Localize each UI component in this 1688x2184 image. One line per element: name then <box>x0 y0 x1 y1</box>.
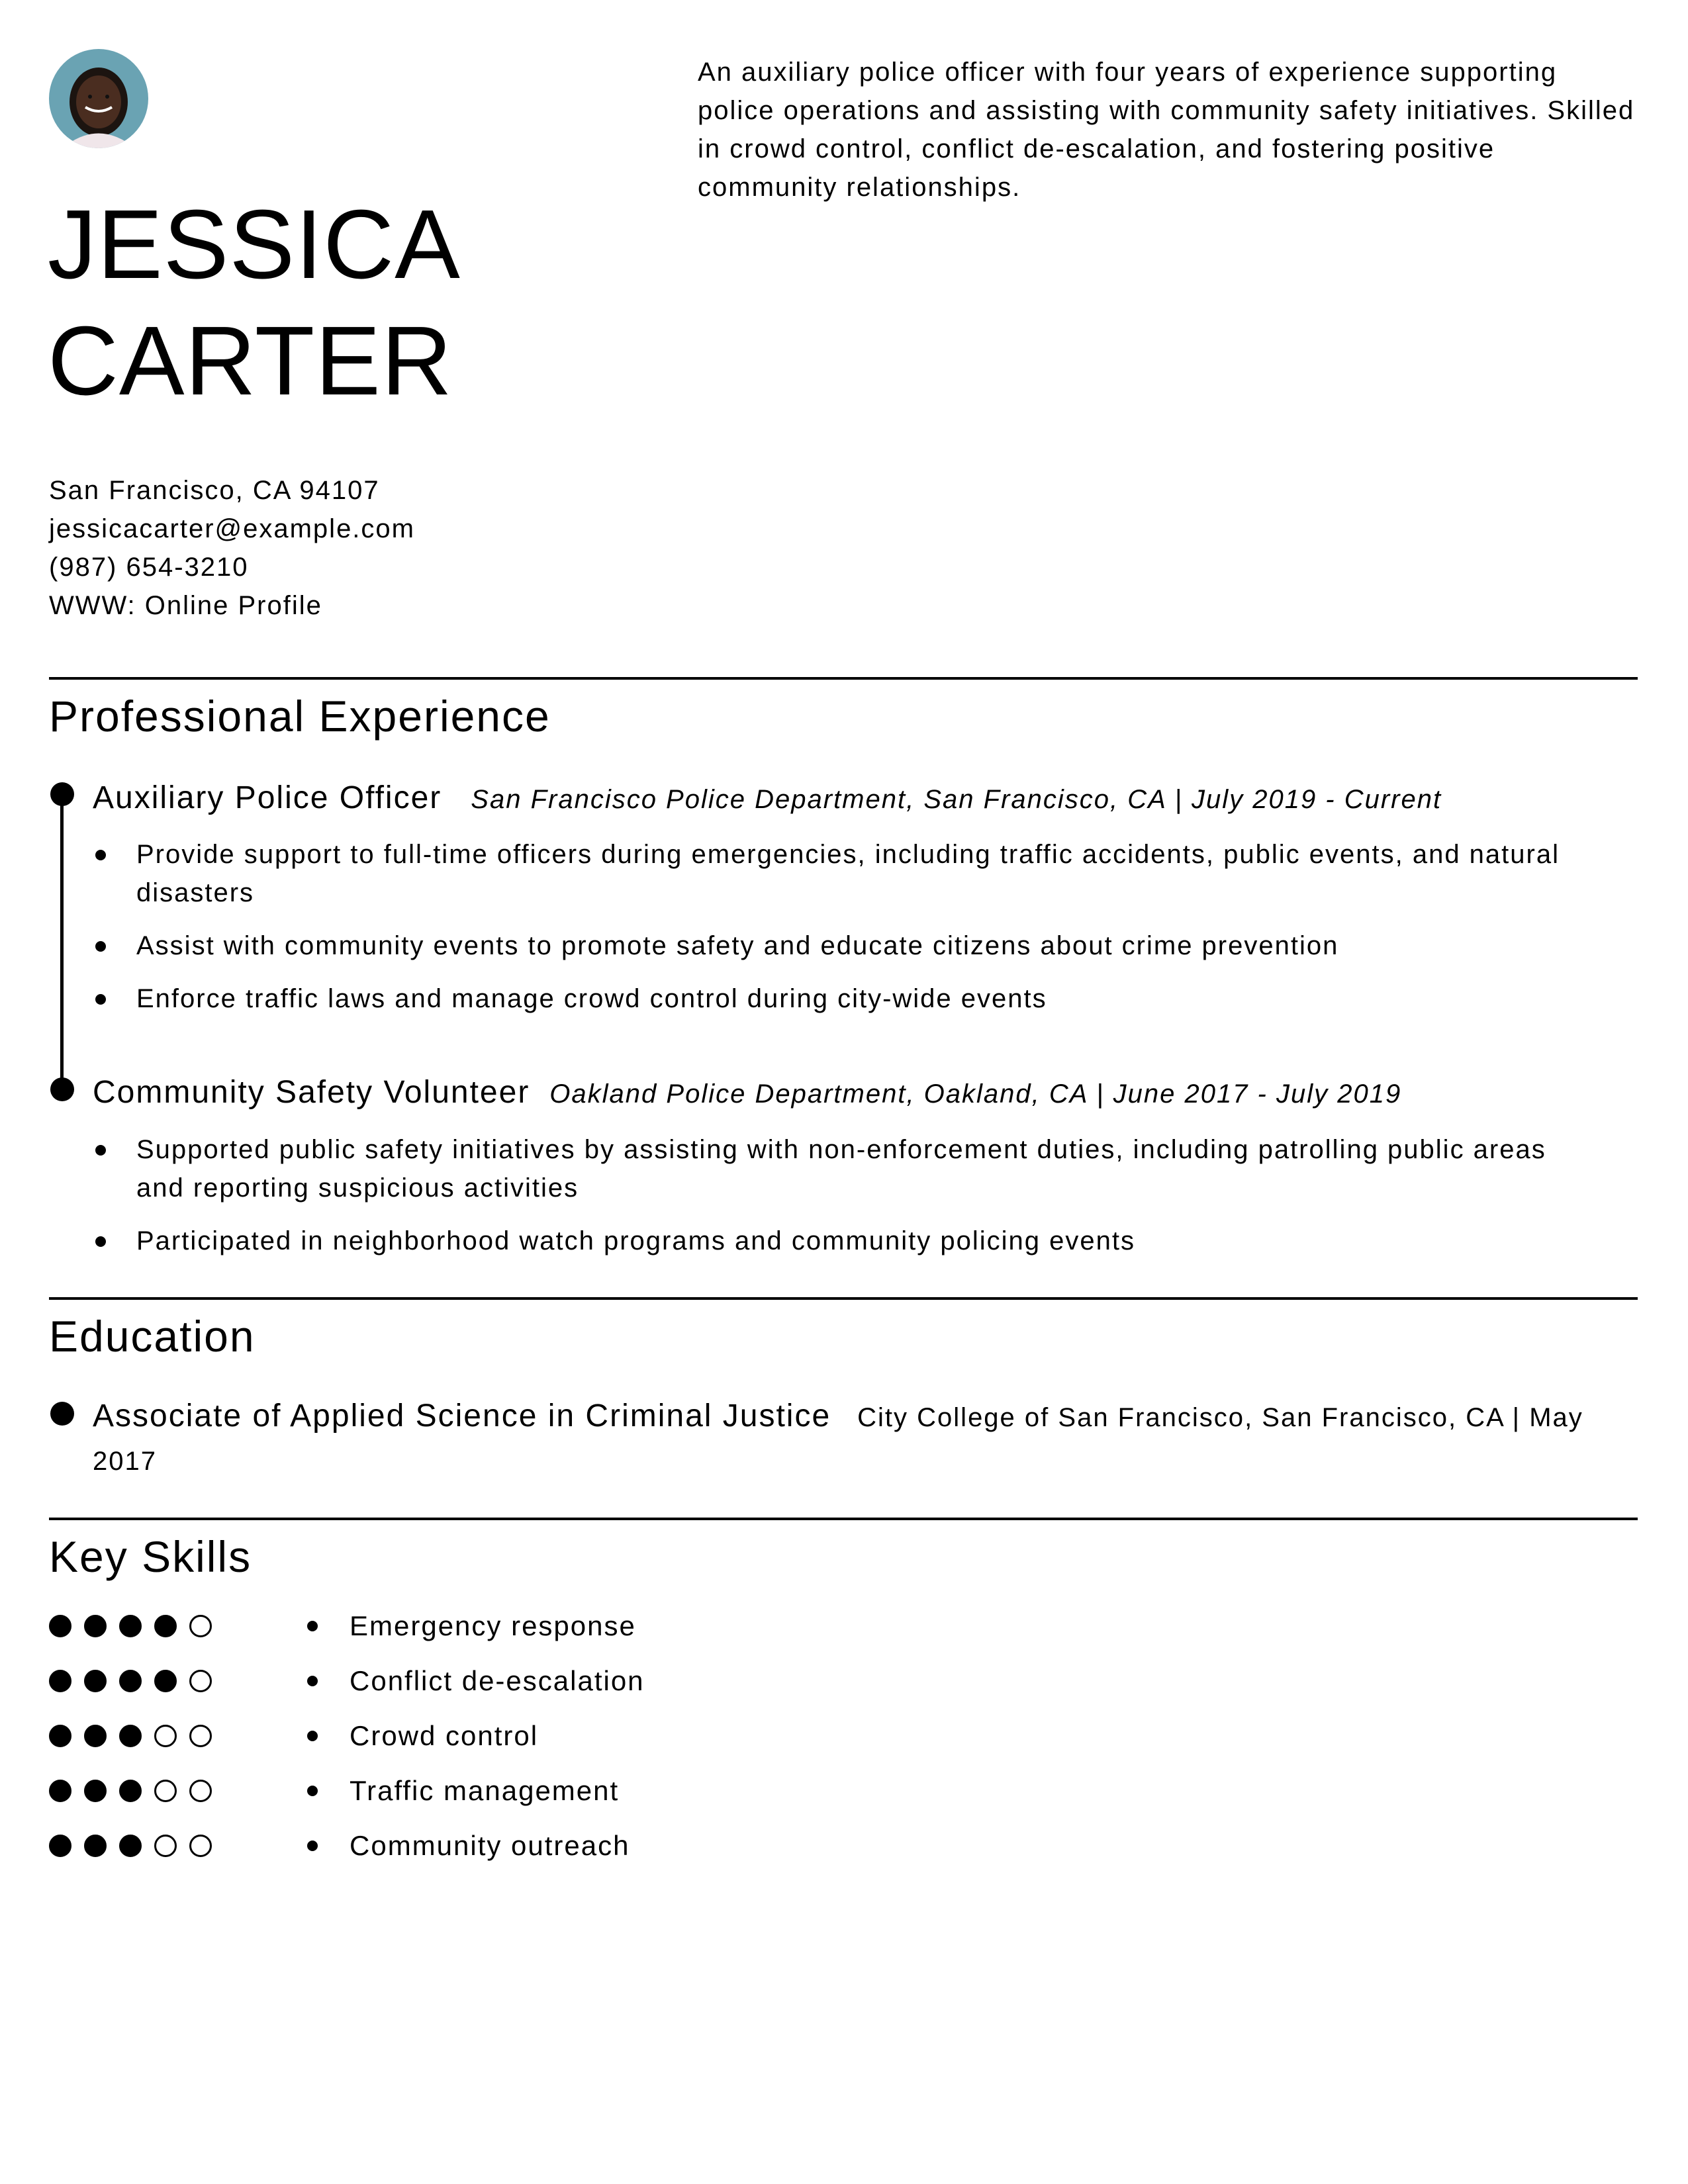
job-header <box>93 778 1442 819</box>
rating-dot-filled <box>119 1780 142 1802</box>
timeline-line <box>60 794 64 1091</box>
job-dates: June 2017 - July 2019 <box>1113 1079 1402 1109</box>
contact-website[interactable]: WWW: Online Profile <box>49 591 322 620</box>
job-title: Community Safety Volunteer <box>93 1075 530 1110</box>
list-item: Supported public safety initiatives by assisting with non-enforcement duties, including patrolling public areas and reporting suspicious activities <box>93 1130 1575 1207</box>
timeline-dot <box>50 1077 74 1101</box>
name-last: CARTER <box>48 306 453 416</box>
job-title: Auxiliary Police Officer <box>93 780 442 815</box>
school-location: San Francisco, CA <box>1262 1403 1504 1432</box>
rating-dot-filled <box>49 1670 71 1692</box>
rating-dot-filled <box>49 1615 71 1637</box>
rating-dot-empty <box>189 1725 212 1747</box>
section-divider <box>49 1518 1638 1520</box>
rating-dot-empty <box>189 1670 212 1692</box>
rating-dot-empty <box>154 1725 177 1747</box>
rating-dot-filled <box>119 1670 142 1692</box>
skill-rating <box>49 1780 224 1802</box>
job-location: Oakland, CA <box>923 1079 1088 1109</box>
skill-rating <box>49 1615 224 1637</box>
education-meta: City College of San Francisco, San Francisco, CA | May 2017 <box>93 1403 1583 1476</box>
section-divider <box>49 677 1638 680</box>
job-meta: San Francisco Police Department, San Francisco, CA | July 2019 - Current <box>471 785 1442 814</box>
school-name: City College of San Francisco <box>857 1403 1245 1432</box>
rating-dot-filled <box>119 1725 142 1747</box>
skill-label: Emergency response <box>350 1610 636 1641</box>
job-meta: Oakland Police Department, Oakland, CA | June 2017 - July 2019 <box>549 1079 1402 1109</box>
rating-dot-filled <box>154 1615 177 1637</box>
rating-dot-empty <box>189 1780 212 1802</box>
job-dates: July 2019 - Current <box>1191 785 1442 814</box>
profile-photo <box>49 49 148 148</box>
rating-dot-empty <box>154 1835 177 1857</box>
education-entry <box>93 1395 1628 1482</box>
degree-name: Associate of Applied Science in Criminal Justice <box>93 1398 831 1433</box>
avatar-image <box>49 49 148 148</box>
rating-dot-filled <box>84 1615 107 1637</box>
job-employer: Oakland Police Department <box>549 1079 907 1109</box>
rating-dot-empty <box>189 1615 212 1637</box>
rating-dot-filled <box>49 1780 71 1802</box>
experience-heading: Professional Experience <box>49 692 551 741</box>
rating-dot-empty <box>154 1780 177 1802</box>
rating-dot-filled <box>154 1670 177 1692</box>
contact-email[interactable]: jessicacarter@example.com <box>49 514 415 543</box>
list-item: Provide support to full-time officers during emergencies, including traffic accidents, public events, and natural disasters <box>93 835 1575 912</box>
list-item: Participated in neighborhood watch programs and community policing events <box>93 1222 1575 1260</box>
skill-label: Conflict de-escalation <box>350 1665 645 1696</box>
contact-info <box>49 471 415 625</box>
skill-label: Crowd control <box>350 1720 539 1751</box>
candidate-name <box>48 187 461 420</box>
contact-phone: (987) 654-3210 <box>49 553 249 582</box>
rating-dot-filled <box>84 1670 107 1692</box>
timeline-dot <box>50 782 74 806</box>
bullet-icon <box>307 1731 318 1741</box>
rating-dot-filled <box>119 1615 142 1637</box>
list-item: Assist with community events to promote safety and educate citizens about crime prevention <box>93 927 1575 965</box>
skill-rating <box>49 1725 224 1747</box>
job-header <box>93 1073 1401 1114</box>
job-location: San Francisco, CA <box>923 785 1166 814</box>
rating-dot-empty <box>189 1835 212 1857</box>
rating-dot-filled <box>49 1725 71 1747</box>
profile-summary: An auxiliary police officer with four years of experience supporting police operations and assisting with community safety initiatives. Skilled in crowd control, conflict de-escalation, and fostering positive community relationships. <box>698 58 1635 202</box>
education-dot <box>50 1402 74 1426</box>
list-item: Enforce traffic laws and manage crowd control during city-wide events <box>93 979 1575 1018</box>
education-heading: Education <box>49 1312 256 1361</box>
rating-dot-filled <box>84 1725 107 1747</box>
job-bullets <box>93 1130 1575 1275</box>
job-bullets <box>93 835 1575 1032</box>
section-divider <box>49 1297 1638 1300</box>
skill-label: Traffic management <box>350 1775 620 1806</box>
skill-rating <box>49 1835 224 1857</box>
skill-label: Community outreach <box>350 1830 630 1861</box>
rating-dot-filled <box>49 1835 71 1857</box>
bullet-icon <box>307 1786 318 1796</box>
rating-dot-filled <box>84 1780 107 1802</box>
bullet-icon <box>307 1841 318 1851</box>
skill-rating <box>49 1670 224 1692</box>
education-separator: | <box>1512 1403 1521 1432</box>
contact-location: San Francisco, CA 94107 <box>49 476 380 505</box>
rating-dot-filled <box>119 1835 142 1857</box>
rating-dot-filled <box>84 1835 107 1857</box>
skills-heading: Key Skills <box>49 1532 252 1581</box>
bullet-icon <box>307 1676 318 1686</box>
bullet-icon <box>307 1621 318 1631</box>
graduation-date: May 2017 <box>93 1403 1583 1476</box>
job-employer: San Francisco Police Department <box>471 785 907 814</box>
name-first: JESSICA <box>48 190 461 299</box>
